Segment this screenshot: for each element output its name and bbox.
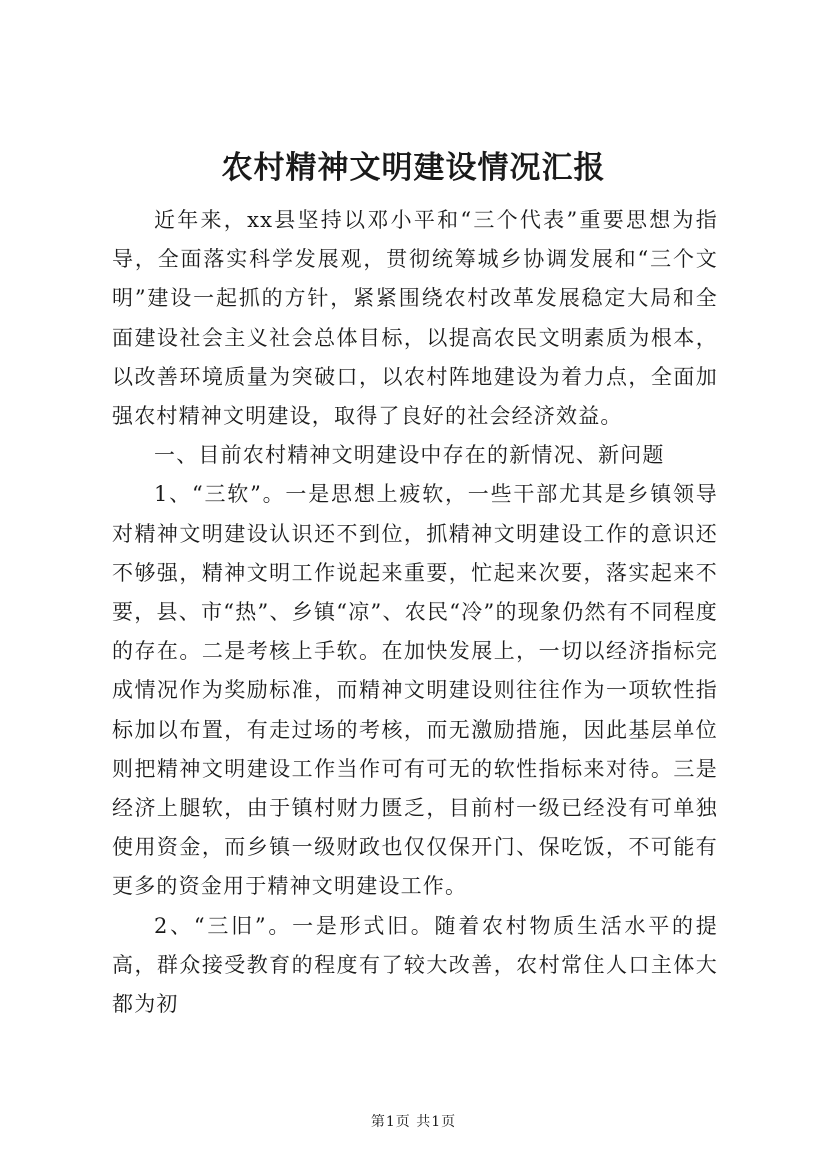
- paragraph-intro: 近年来，xx县坚持以邓小平和“三个代表”重要思想为指导，全面落实科学发展观，贯彻统筹城乡协调发展和“三个文明”建设一起抓的方针，紧紧围绕农村改革发展稳定大局和全面建设社会主义社会总体目标，以提高农民文明素质为根本，以改善环境质量为突破口，以农村阵地建设为着力点，全面加强农村精神文明建设，取得了良好的社会经济效益。: [112, 208, 718, 429]
- paragraph-three-old: 2、“三旧”。一是形式旧。随着农村物质生活水平的提高，群众接受教育的程度有了较大改善，农村常住人口主体大都为初: [112, 913, 718, 1017]
- document-body: [112, 201, 718, 1024]
- document-title: 农村精神文明建设情况汇报: [221, 150, 606, 186]
- paragraph-three-soft: 1、“三软”。一是思想上疲软，一些干部尤其是乡镇领导对精神文明建设认识还不到位，抓精神文明建设工作的意识还不够强，精神文明工作说起来重要，忙起来次要，落实起来不要，县、市“热”、乡镇“凉”、农民“冷”的现象仍然有不同程度的存在。二是考核上手软。在加快发展上，一切以经济指标完成情况作为奖励标准，而精神文明建设则往往作为一项软性指标加以布置，有走过场的考核，而无激励措施，因此基层单位则把精神文明建设工作当作可有可无的软性指标来对待。三是经济上腿软，由于镇村财力匮乏，目前村一级已经没有可单独使用资金，而乡镇一级财政也仅仅保开门、保吃饭，不可能有更多的资金用于精神文明建设工作。: [112, 482, 718, 899]
- section-heading: 一、目前农村精神文明建设中存在的新情况、新问题: [154, 443, 665, 468]
- page-footer: 第1页 共1页: [370, 1114, 457, 1130]
